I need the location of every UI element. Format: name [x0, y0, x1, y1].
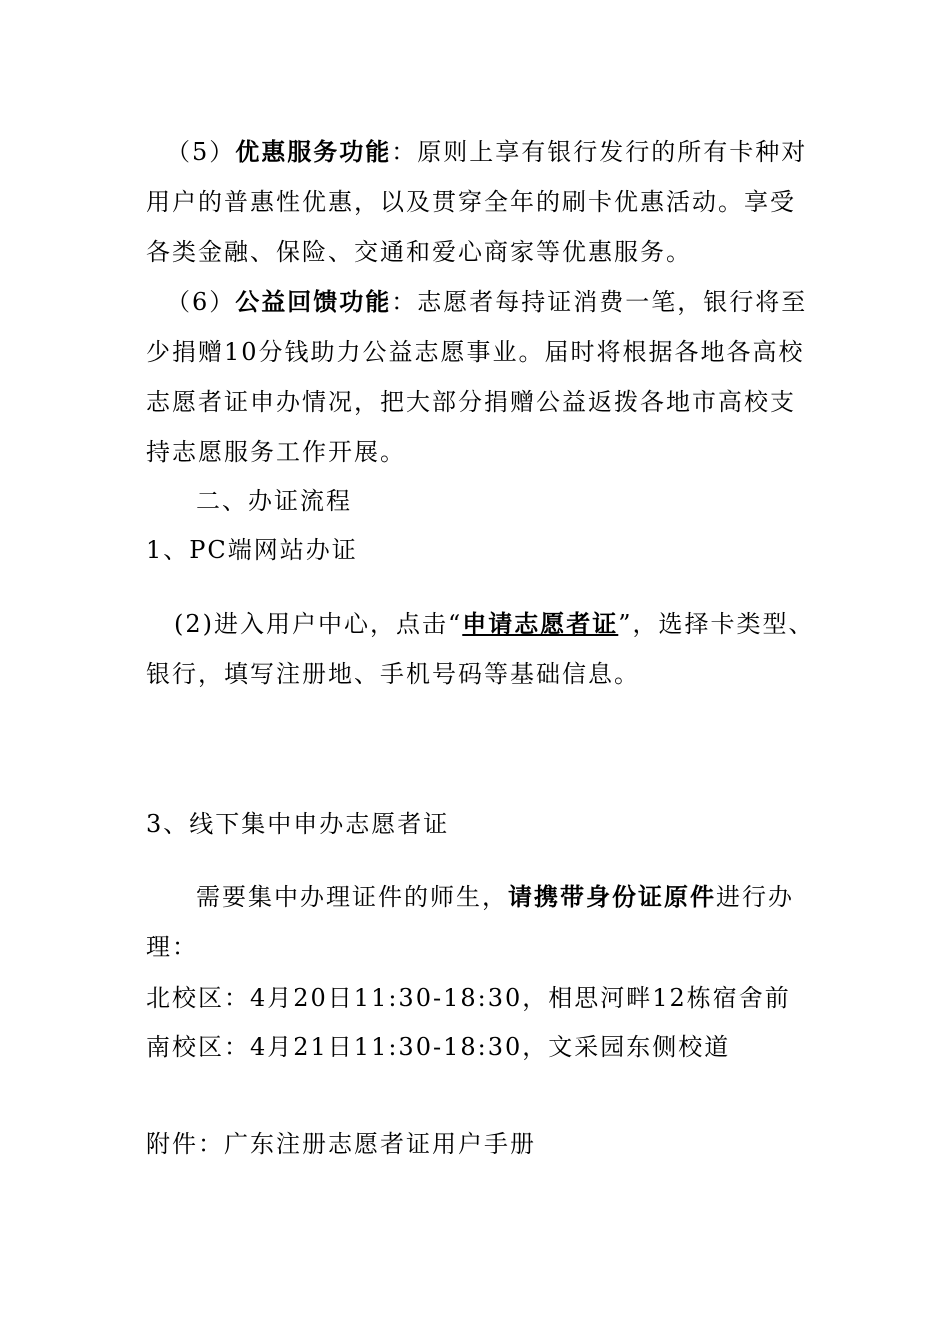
step-2-text-end: ”，选择卡类型、: [618, 610, 815, 638]
section-heading: 二、办证流程: [196, 487, 352, 515]
item-1-title: 1、PC端网站办证: [146, 536, 358, 564]
paragraph-6-line-3: 志愿者证申办情况，把大部分捐赠公益返拨各地市高校支: [146, 388, 796, 416]
south-campus-schedule: 南校区：4月21日11:30-18:30，文采园东侧校道: [146, 1033, 731, 1061]
paragraph-6-line-2: 少捐赠10分钱助力公益志愿事业。届时将根据各地各高校: [146, 338, 805, 366]
paragraph-5-line-2: 用户的普惠性优惠，以及贯穿全年的刷卡优惠活动。享受: [146, 188, 796, 216]
paragraph-6-title: 公益回馈功能: [235, 287, 392, 316]
offline-text: 需要集中办理证件的师生，: [196, 883, 508, 911]
paragraph-5-text: ：原则上享有银行发行的所有卡种对: [391, 138, 808, 166]
paragraph-6-line-1: [166, 286, 807, 318]
offline-text-end: 进行办: [716, 883, 794, 911]
paragraph-6-number: （6）: [166, 288, 236, 316]
offline-line-1: [196, 881, 794, 913]
item-3-title: 3、线下集中申办志愿者证: [146, 810, 450, 838]
step-2-text: (2)进入用户中心，点击“: [174, 610, 463, 638]
apply-volunteer-card-link[interactable]: 申请志愿者证: [462, 609, 619, 638]
step-2-line-1: [174, 608, 815, 640]
offline-line-2: 理：: [146, 933, 198, 961]
attachment-line: 附件：广东注册志愿者证用户手册: [146, 1130, 536, 1158]
north-campus-schedule: 北校区：4月20日11:30-18:30，相思河畔12栋宿舍前: [146, 984, 791, 1012]
offline-bold-text: 请携带身份证原件: [508, 882, 716, 911]
paragraph-5-number: （5）: [166, 138, 236, 166]
step-2-line-2: 银行，填写注册地、手机号码等基础信息。: [146, 660, 640, 688]
paragraph-6-text: ：志愿者每持证消费一笔，银行将至: [391, 288, 808, 316]
paragraph-6-line-4: 持志愿服务工作开展。: [146, 438, 406, 466]
paragraph-5-line-1: [166, 136, 807, 168]
paragraph-5-line-3: 各类金融、保险、交通和爱心商家等优惠服务。: [146, 238, 692, 266]
paragraph-5-title: 优惠服务功能: [235, 137, 392, 166]
